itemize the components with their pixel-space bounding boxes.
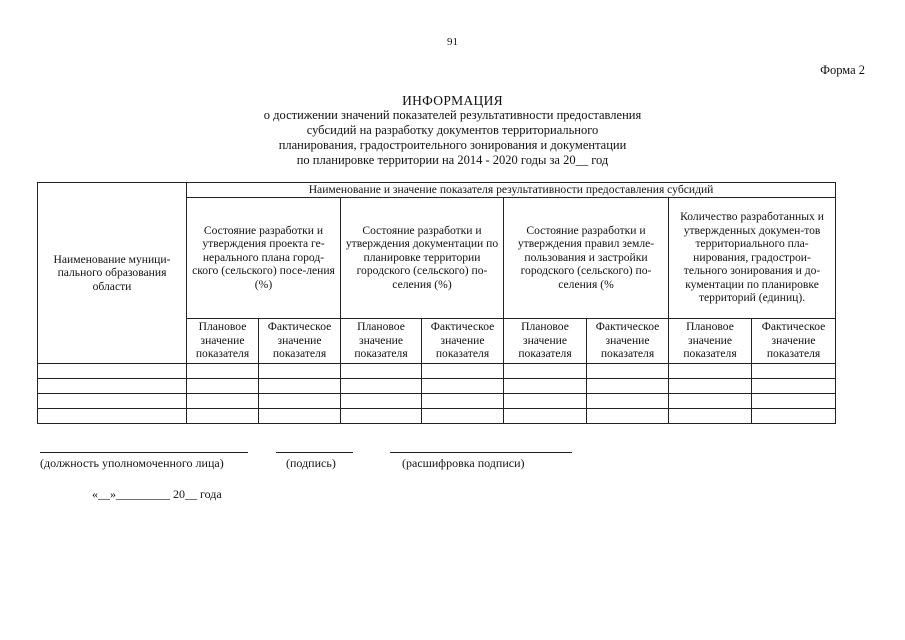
table-cell (259, 363, 341, 378)
title-line: о достижении значений показателей результативности предоставления (263, 108, 642, 122)
table-cell (38, 408, 187, 423)
table-cell (38, 363, 187, 378)
subheader-planned: Плановое значение показателя (504, 318, 587, 363)
table-cell (587, 393, 669, 408)
document-title (0, 93, 905, 168)
table-cell (587, 378, 669, 393)
table-row (38, 363, 836, 378)
table-cell (187, 408, 259, 423)
subheader-actual: Фактическое значение показателя (587, 318, 669, 363)
table-cell (38, 378, 187, 393)
group-header-general-plan: Состояние разработки и утверждения проекта ге-нерального плана город-ского (сельского) посе-ления (%) (187, 197, 341, 318)
form-label: Форма 2 (820, 63, 865, 77)
table-cell (187, 363, 259, 378)
table-cell (669, 408, 752, 423)
table-cell (669, 363, 752, 378)
table-cell (752, 378, 836, 393)
table-cell (752, 363, 836, 378)
indicator-table (37, 182, 836, 424)
table-row (38, 378, 836, 393)
table-cell (341, 363, 422, 378)
table-cell (504, 363, 587, 378)
table-cell (752, 393, 836, 408)
table-cell (422, 378, 504, 393)
table-cell (187, 378, 259, 393)
table-cell (504, 378, 587, 393)
decoding-label: (расшифровка подписи) (402, 456, 525, 470)
table-cell (341, 393, 422, 408)
position-signature-line (40, 452, 248, 453)
table-cell (422, 393, 504, 408)
subheader-planned: Плановое значение показателя (187, 318, 259, 363)
table-cell (341, 408, 422, 423)
subheader-actual: Фактическое значение показателя (259, 318, 341, 363)
table-row (38, 393, 836, 408)
date-line: «__»_________ 20__ года (92, 487, 222, 501)
page-number: 91 (447, 36, 458, 48)
title-line: по планировке территории на 2014 - 2020 годы за 20__ год (296, 153, 609, 167)
table-cell (187, 393, 259, 408)
table-cell (259, 408, 341, 423)
table-cell (341, 378, 422, 393)
table-cell (669, 393, 752, 408)
table-cell (504, 408, 587, 423)
municipality-column-header: Наименование муници-пального образования области (38, 183, 187, 364)
group-header-planning-docs: Состояние разработки и утверждения документации по планировке территории городского (сельского) по-селения (%) (341, 197, 504, 318)
decoding-signature-line (390, 452, 572, 453)
title-line: субсидий на разработку документов территориального (306, 123, 599, 137)
table-cell (587, 363, 669, 378)
position-label: (должность уполномоченного лица) (40, 456, 224, 470)
subheader-planned: Плановое значение показателя (341, 318, 422, 363)
table-cell (669, 378, 752, 393)
group-header-documents-count: Количество разработанных и утвержденных докумен-тов территориального пла-нирования, градострои-тельного зонирования и до-кументации по планировке территорий (единиц). (669, 197, 836, 318)
table-cell (587, 408, 669, 423)
table-cell (38, 393, 187, 408)
table-cell (259, 393, 341, 408)
title-line: планирования, градостроительного зонирования и документации (278, 138, 627, 152)
title-main: ИНФОРМАЦИЯ (402, 93, 503, 108)
indicator-main-header: Наименование и значение показателя результативности предоставления субсидий (187, 183, 836, 198)
subheader-planned: Плановое значение показателя (669, 318, 752, 363)
table-cell (422, 408, 504, 423)
subheader-actual: Фактическое значение показателя (422, 318, 504, 363)
signature-label: (подпись) (286, 456, 336, 470)
group-header-land-use-rules: Состояние разработки и утверждения правил земле-пользования и застройки городского (сельского) по-селения (% (504, 197, 669, 318)
table-cell (752, 408, 836, 423)
signature-line (276, 452, 353, 453)
table-row (38, 408, 836, 423)
subheader-actual: Фактическое значение показателя (752, 318, 836, 363)
table-cell (504, 393, 587, 408)
table-cell (422, 363, 504, 378)
table-cell (259, 378, 341, 393)
